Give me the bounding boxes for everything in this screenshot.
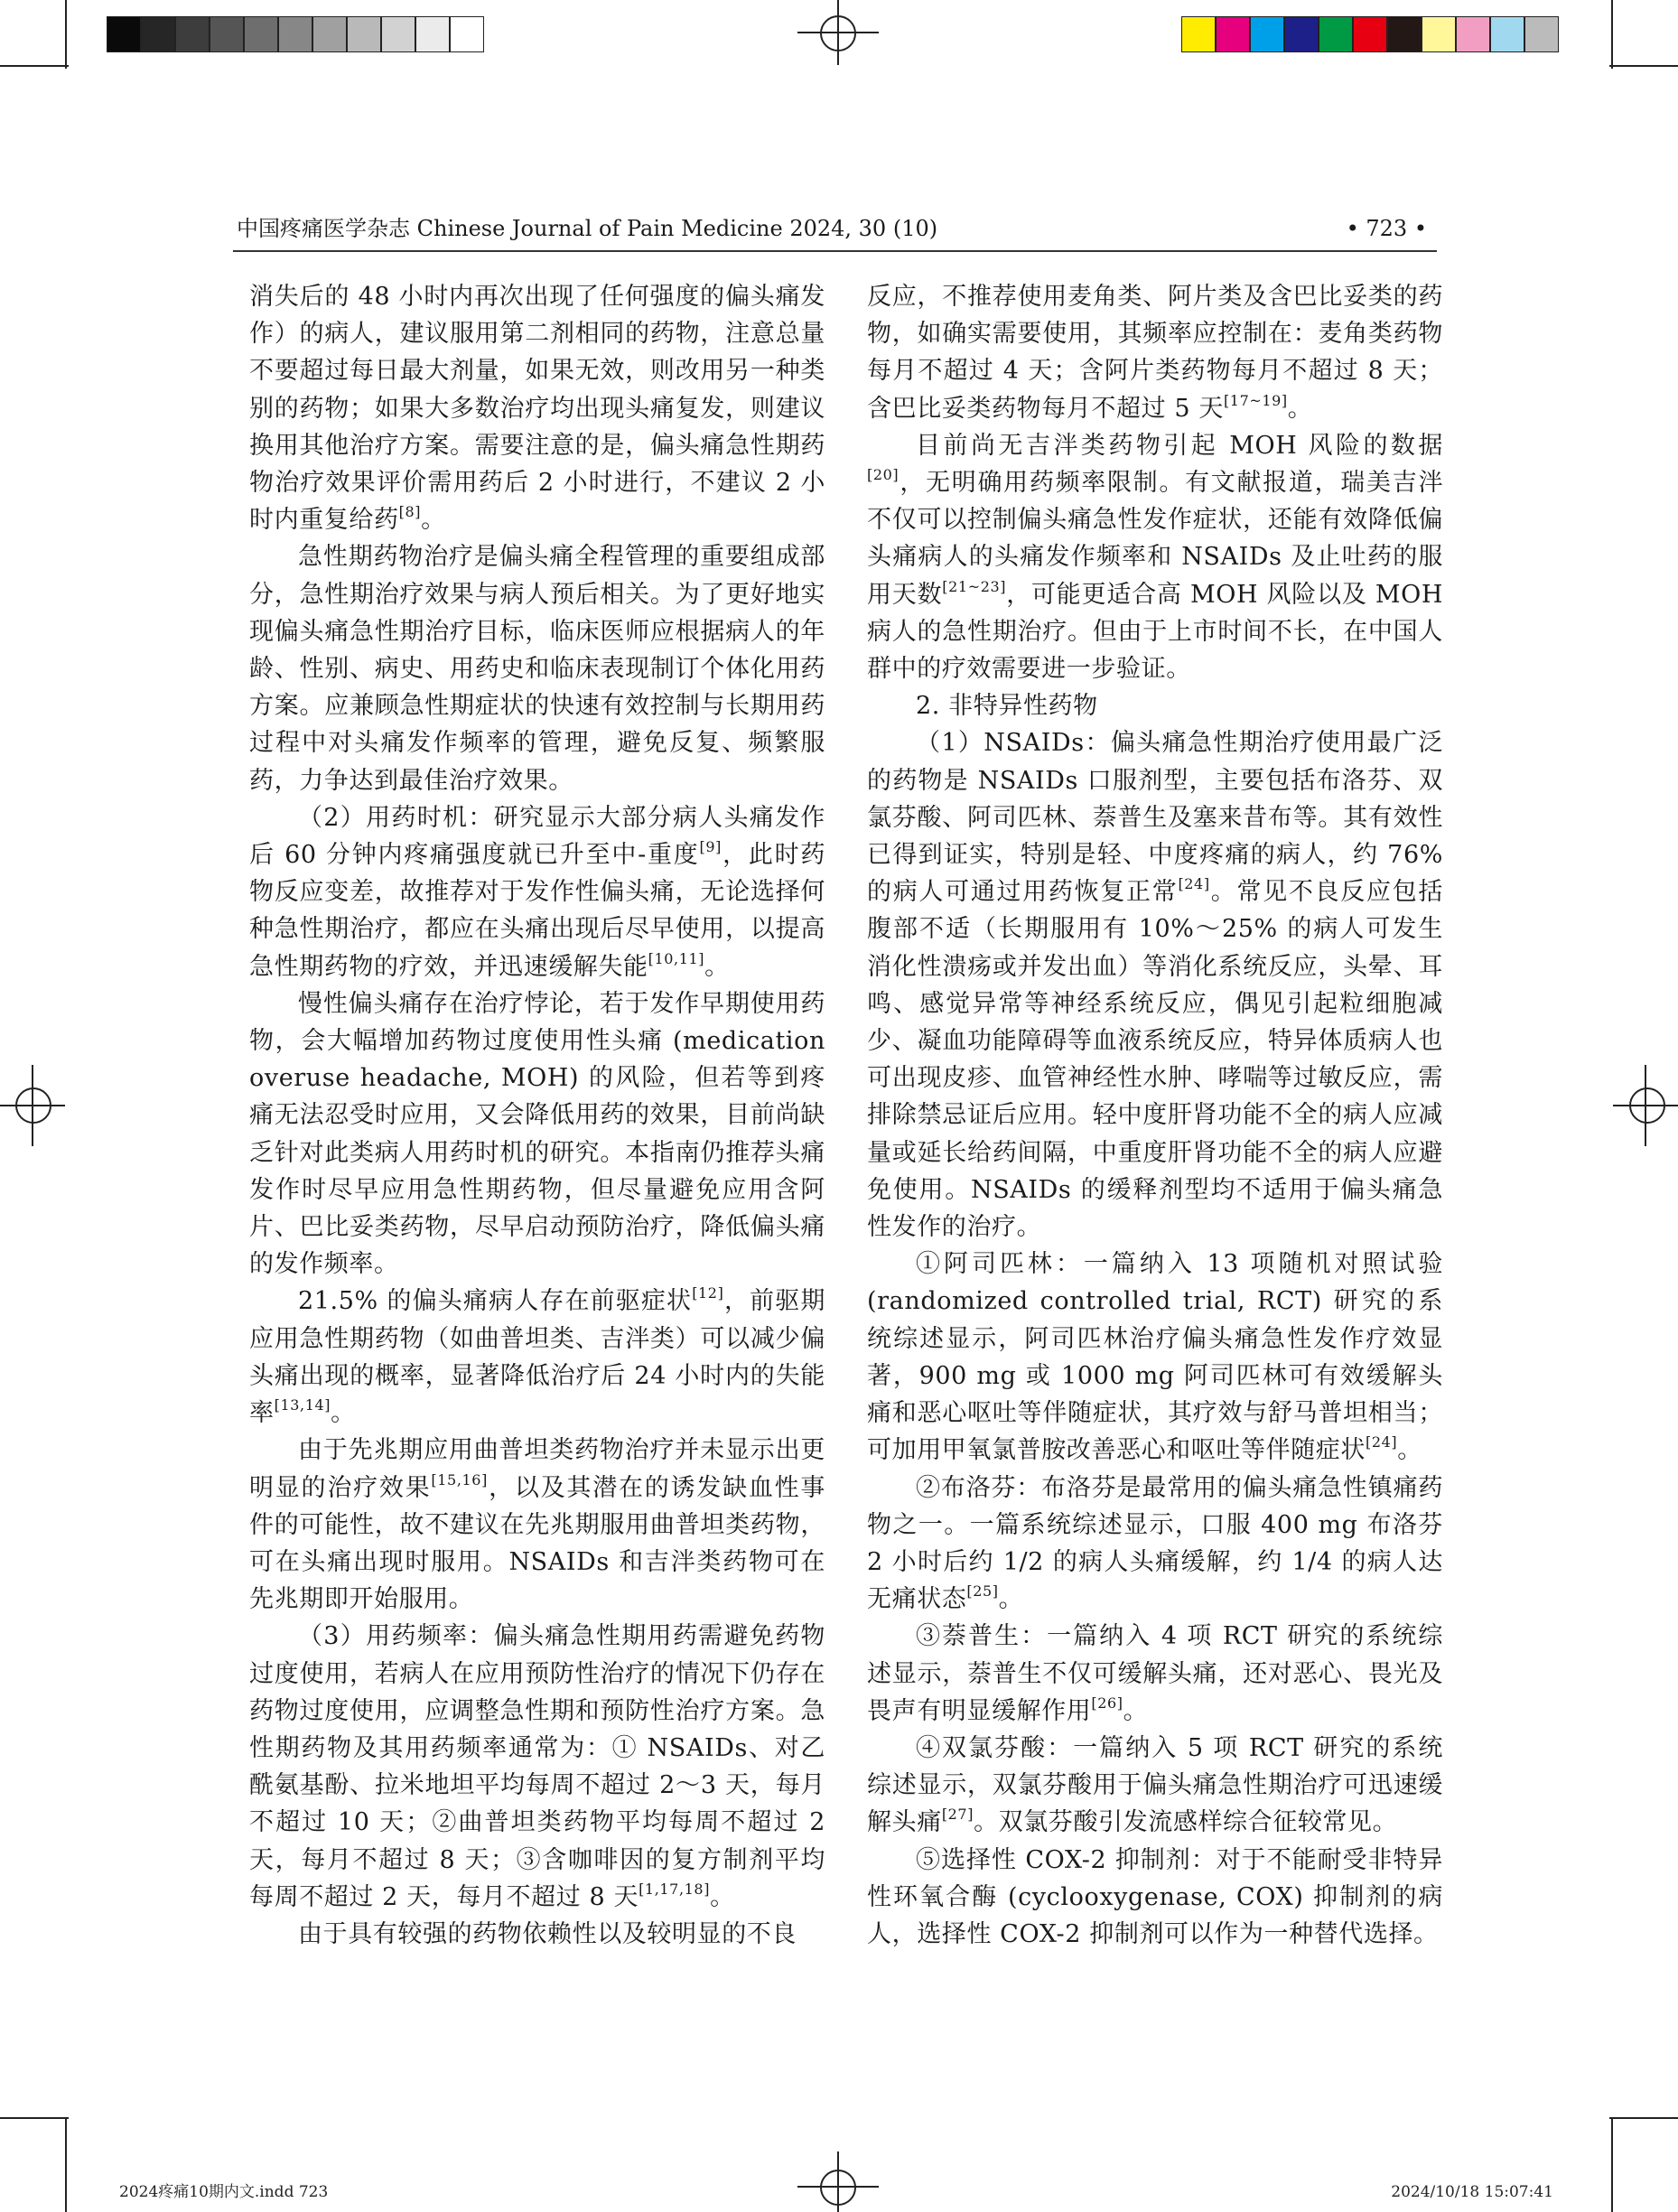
citation-ref: [17~19] — [1223, 391, 1288, 409]
print-timestamp: 2024/10/18 15:07:41 — [1391, 2183, 1553, 2201]
citation-ref: [26] — [1091, 1694, 1123, 1712]
crop-mark — [0, 65, 69, 67]
journal-header: 中国疼痛医学杂志 Chinese Journal of Pain Medicine 2024, 30 (10) — [237, 216, 938, 241]
paragraph-text: ④双氯芬酸：一篇纳入 5 项 RCT 研究的系统综述显示，双氯芬酸用于偏头痛急性期治疗可迅速缓解头痛 — [867, 1733, 1443, 1837]
citation-ref: [10,11] — [648, 949, 705, 967]
paragraph-text: 。双氯芬酸引发流感样综合征较常见。 — [974, 1808, 1398, 1837]
citation-ref: [25] — [966, 1582, 999, 1601]
crop-mark — [65, 0, 67, 69]
color-swatch — [141, 16, 175, 52]
paragraph-text: 目前尚无吉泮类药物引起 MOH 风险的数据 — [916, 431, 1443, 460]
paragraph — [249, 985, 825, 1283]
paragraph-text: ③萘普生：一篇纳入 4 项 RCT 研究的系统综述显示，萘普生不仅可缓解头痛，还对恶心、畏光及畏声有明显缓解作用 — [867, 1622, 1443, 1725]
color-swatch — [107, 16, 141, 52]
color-swatch — [175, 16, 210, 52]
color-swatch — [278, 16, 312, 52]
paragraph-text: 消失后的 48 小时内再次出现了任何强度的偏头痛发作）的病人，建议服用第二剂相同的药物，注意总量不要超过每日最大剂量，如果无效，则改用另一种类别的药物；如果大多数治疗均出现头痛复发，则建议换用其他治疗方案。需要注意的是，偏头痛急性期药物治疗效果评价需用药后 2 小时进行，不建议 2 小时内重复给药 — [249, 283, 825, 535]
citation-ref: [27] — [941, 1806, 974, 1824]
paragraph-text: 。 — [331, 1399, 356, 1428]
paragraph — [867, 1470, 1443, 1619]
color-swatch — [244, 16, 278, 52]
paragraph-text: （1）NSAIDs：偏头痛急性期治疗使用最广泛的药物是 NSAIDs 口服剂型，主要包括布洛芬、双氯芬酸、阿司匹林、萘普生及塞来昔布等。其有效性已得到证实，特别是轻、中度疼痛的病人，约 76% 的病人可通过用药恢复正常 — [867, 729, 1443, 907]
paragraph — [867, 687, 1443, 724]
citation-ref: [9] — [699, 838, 722, 856]
crop-mark — [1611, 2117, 1613, 2212]
color-swatch — [1422, 16, 1456, 52]
paragraph-text: 。 — [710, 1882, 735, 1911]
paragraph-text: 。 — [421, 506, 446, 535]
color-swatch — [347, 16, 381, 52]
paragraph-text: ，以及其潜在的诱发缺血性事件的可能性，故不建议在先兆期服用曲普坦类药物，可在头痛出现时服用。NSAIDs 和吉泮类药物可在先兆期即开始服用。 — [249, 1473, 825, 1614]
crop-mark — [65, 2117, 67, 2212]
paragraph-text: ⑤选择性 COX-2 抑制剂：对于不能耐受非特异性环氧合酶 (cyclooxygenase, COX) 抑制剂的病人，选择性 COX-2 抑制剂可以作为一种替代选择。 — [867, 1845, 1443, 1948]
paragraph — [249, 1916, 825, 1953]
paragraph — [249, 1618, 825, 1916]
color-swatch — [1490, 16, 1524, 52]
paragraph-text: ，此时药物反应变差，故推荐对于发作性偏头痛，无论选择何种急性期治疗，都应在头痛出现后尽早使用，以提高急性期药物的疗效，并迅速缓解失能 — [249, 841, 825, 981]
paragraph — [867, 427, 1443, 687]
paragraph-text: ，无明确用药频率限制。有文献报道，瑞美吉泮不仅可以控制偏头痛急性发作症状，还能有效降低偏头痛病人的头痛发作频率和 NSAIDs 及止吐药的服用天数 — [867, 469, 1443, 609]
color-swatch — [450, 16, 484, 52]
citation-ref: [8] — [398, 503, 422, 521]
paragraph — [867, 1246, 1443, 1469]
paragraph-text: 2. 非特异性药物 — [916, 692, 1098, 721]
color-swatch — [1353, 16, 1387, 52]
file-slug: 2024疼痛10期内文.indd 723 — [119, 2183, 329, 2201]
color-swatch — [1387, 16, 1422, 52]
color-swatch — [312, 16, 347, 52]
page-number: • 723 • — [1346, 216, 1427, 241]
paragraph — [867, 1842, 1443, 1954]
paragraph-text: （3）用药频率：偏头痛急性期用药需避免药物过度使用，若病人在应用预防性治疗的情况下仍存在药物过度使用，应调整急性期和预防性治疗方案。急性期药物及其用药频率通常为：① NSAIDs、对乙酰氨基酚、拉米地坦平均每周不超过 2～3 天，每月不超过 10 天；②曲普坦类药物平均每周不超过 2 天，每月不超过 8 天；③含咖啡因的复方制剂平均每周不超过 2 天，每月不超过 8 天 — [249, 1622, 825, 1911]
color-swatch — [1319, 16, 1353, 52]
citation-ref: [13,14] — [274, 1396, 331, 1414]
color-bar — [1181, 16, 1559, 52]
crop-mark — [1611, 0, 1613, 69]
grayscale-bar — [107, 16, 484, 52]
color-swatch — [1216, 16, 1250, 52]
paragraph-text: 反应，不推荐使用麦角类、阿片类及含巴比妥类的药物，如确实需要使用，其频率应控制在：麦角类药物每月不超过 4 天；含阿片类药物每月不超过 8 天；含巴比妥类药物每月不超过 5 天 — [867, 283, 1443, 423]
color-swatch — [1524, 16, 1559, 52]
citation-ref: [21~23] — [942, 577, 1007, 595]
color-swatch — [210, 16, 244, 52]
color-swatch — [1456, 16, 1490, 52]
paragraph-text: 由于先兆期应用曲普坦类药物治疗并未显示出更明显的治疗效果 — [249, 1436, 825, 1502]
paragraph — [249, 1432, 825, 1618]
paragraph — [867, 1730, 1443, 1842]
paragraph-text: 慢性偏头痛存在治疗悖论，若于发作早期使用药物，会大幅增加药物过度使用性头痛 (medication overuse headache, MOH) 的风险，但若等到疼痛无法忍受时应用，又会降低用药的效果，目前尚缺乏针对此类病人用药时机的研究。本指南仍推荐头痛发作时尽早应用急性期药物，但尽量避免应用含阿片、巴比妥类药物，尽早启动预防治疗，降低偏头痛的发作频率。 — [249, 989, 825, 1279]
paragraph-text: 。常见不良反应包括腹部不适（长期服用有 10%～25% 的病人可发生消化性溃疡或并发出血）等消化系统反应，头晕、耳鸣、感觉异常等神经系统反应，偶见引起粒细胞减少、凝血功能障碍等血液系统反应，特异体质病人也可出现皮疹、血管神经性水肿、哮喘等过敏反应，需排除禁忌证后应用。轻中度肝肾功能不全的病人应减量或延长给药间隔，中重度肝肾功能不全的病人应避免使用。NSAIDs 的缓释剂型均不适用于偏头痛急性发作的治疗。 — [867, 878, 1444, 1242]
paragraph-text: ，前驱期应用急性期药物（如曲普坦类、吉泮类）可以减少偏头痛出现的概率，显著降低治疗后 24 小时内的失能率 — [249, 1287, 825, 1428]
color-swatch — [415, 16, 450, 52]
paragraph-text: ②布洛芬：布洛芬是最常用的偏头痛急性镇痛药物之一。一篇系统综述显示，口服 400 mg 布洛芬 2 小时后约 1/2 的病人头痛缓解，约 1/4 的病人达无痛状态 — [867, 1473, 1443, 1614]
color-swatch — [1250, 16, 1284, 52]
left-column — [249, 278, 825, 1953]
paragraph — [867, 278, 1443, 427]
right-column — [867, 278, 1443, 1953]
paragraph — [867, 1618, 1443, 1730]
color-swatch — [1181, 16, 1216, 52]
crop-mark — [1609, 2117, 1678, 2119]
paragraph — [249, 278, 825, 538]
paragraph — [249, 1283, 825, 1432]
citation-ref: [24] — [1178, 875, 1210, 893]
paragraph-text: 。 — [704, 952, 730, 981]
paragraph-text: 21.5% 的偏头痛病人存在前驱症状 — [298, 1287, 693, 1316]
header-rule — [233, 250, 1437, 252]
paragraph — [249, 799, 825, 985]
paragraph-text: 。 — [1123, 1696, 1149, 1725]
crop-mark — [0, 2117, 69, 2119]
paragraph-text: 由于具有较强的药物依赖性以及较明显的不良 — [298, 1919, 797, 1948]
paragraph-text: （2）用药时机：研究显示大部分病人头痛发作后 60 分钟内疼痛强度就已升至中-重度 — [249, 803, 825, 870]
citation-ref: [20] — [867, 466, 900, 484]
paragraph-text: 急性期药物治疗是偏头痛全程管理的重要组成部分，急性期治疗效果与病人预后相关。为了更好地实现偏头痛急性期治疗目标，临床医师应根据病人的年龄、性别、病史、用药史和临床表现制订个体化用药方案。应兼顾急性期症状的快速有效控制与长期用药过程中对头痛发作频率的管理，避免反复、频繁服药，力争达到最佳治疗效果。 — [249, 543, 825, 795]
paragraph-text: 。 — [1397, 1436, 1422, 1465]
crop-mark — [1609, 65, 1678, 67]
citation-ref: [1,17,18] — [639, 1880, 711, 1898]
paragraph — [867, 724, 1443, 1246]
citation-ref: [15,16] — [431, 1470, 488, 1489]
paragraph-text: ，可能更适合高 MOH 风险以及 MOH 病人的急性期治疗。但由于上市时间不长，在中国人群中的疗效需要进一步验证。 — [867, 580, 1443, 684]
citation-ref: [12] — [692, 1284, 724, 1302]
color-swatch — [1284, 16, 1319, 52]
color-swatch — [381, 16, 415, 52]
paragraph-text: 。 — [1287, 394, 1313, 423]
paragraph-text: 。 — [998, 1585, 1024, 1614]
citation-ref: [24] — [1366, 1433, 1398, 1451]
paragraph-text: ①阿司匹林：一篇纳入 13 项随机对照试验 (randomized controlled trial, RCT) 研究的系统综述显示，阿司匹林治疗偏头痛急性发作疗效显著，900 mg 或 1000 mg 阿司匹林可有效缓解头痛和恶心呕吐等伴随症状，其疗效与舒马普坦相当；可加用甲氧氯普胺改善恶心和呕吐等伴随症状 — [867, 1250, 1444, 1465]
paragraph — [249, 538, 825, 798]
